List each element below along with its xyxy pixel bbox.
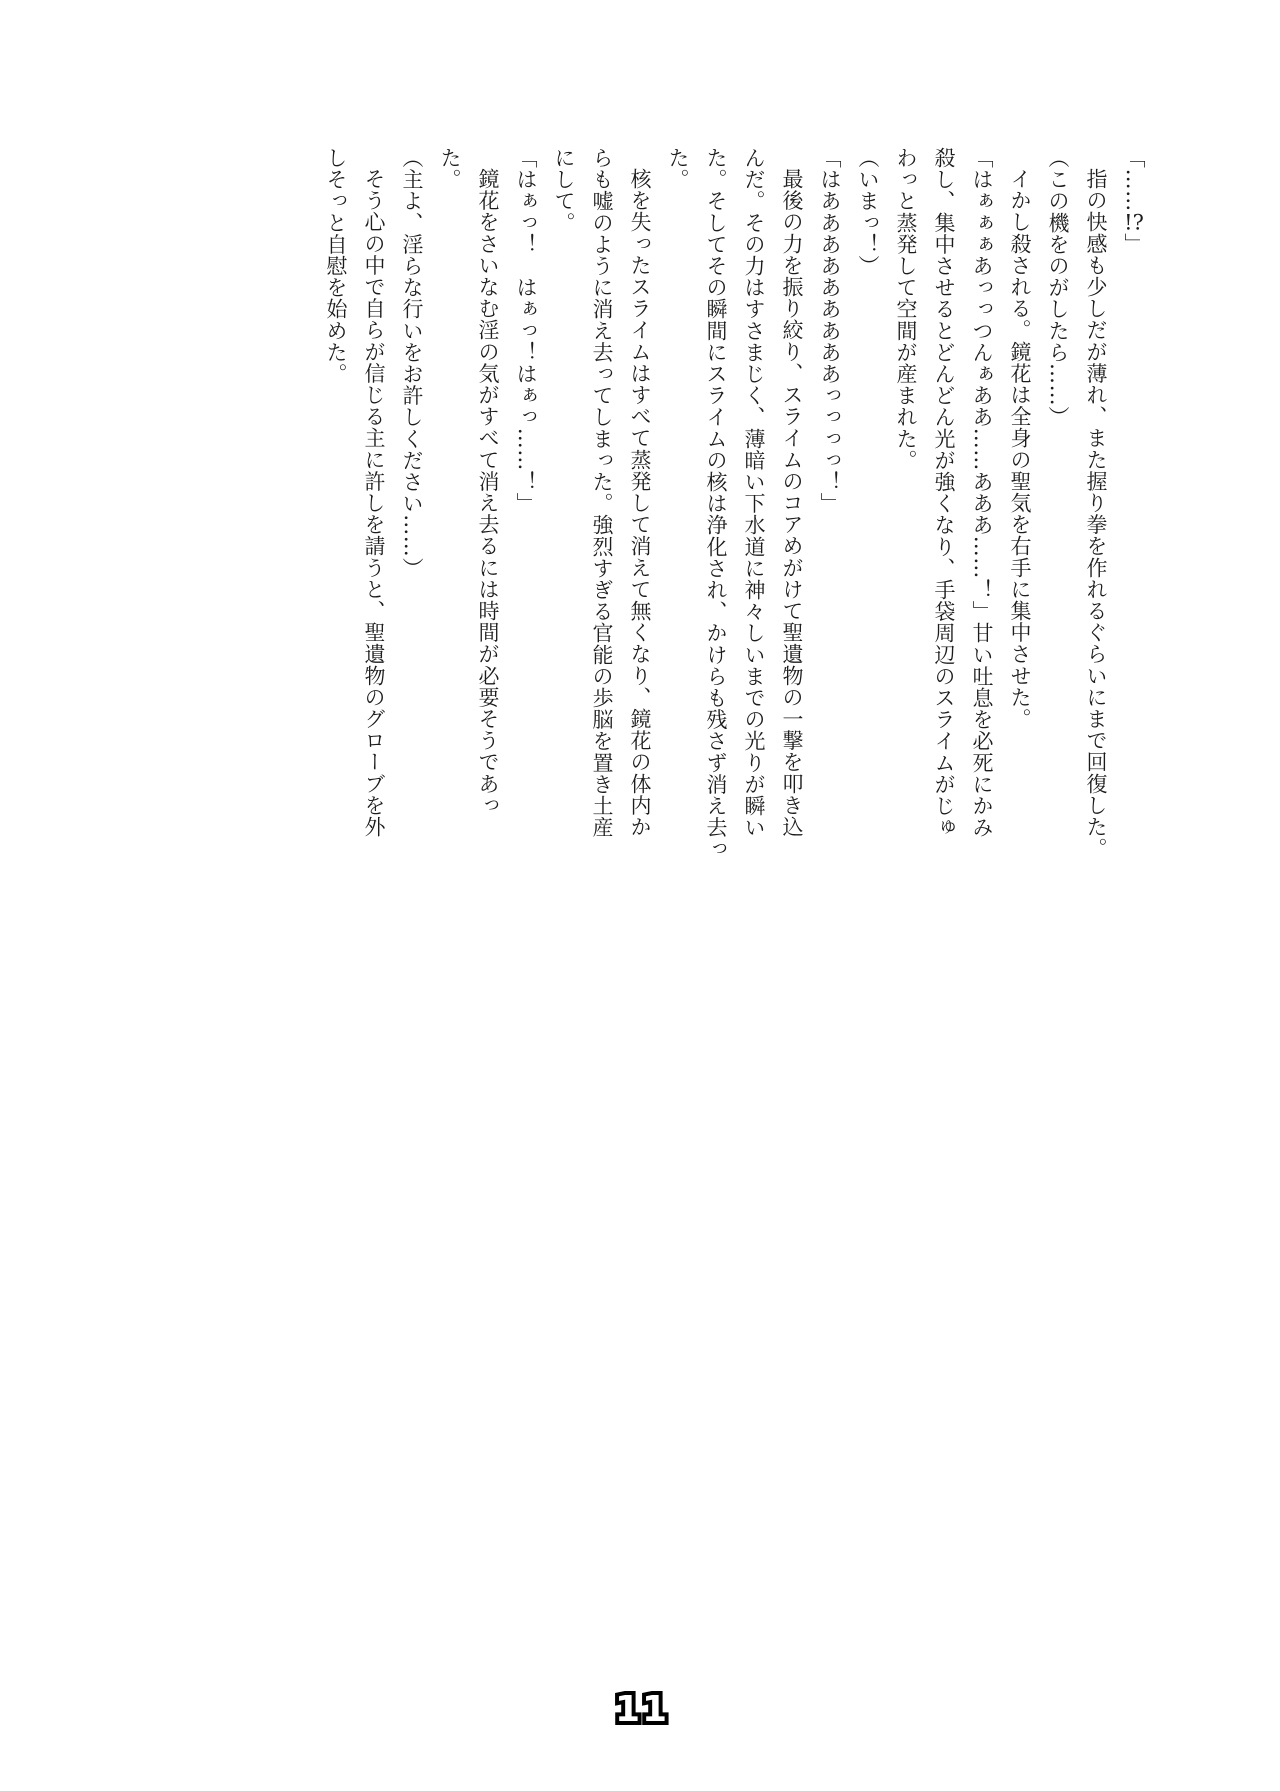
text-line xyxy=(963,147,1001,895)
text-line xyxy=(659,147,697,895)
text-segment: 「はあああああああああっっっっ！」 xyxy=(818,147,842,515)
text-segment: 最後の力を振り絞り、スライムのコアめがけて聖遺物の一撃を叩き込 xyxy=(780,168,804,838)
text-line xyxy=(697,147,735,895)
text-segment: らも嘘のように消え去ってしまった。強烈すぎる官能の歩脳を置き土産 xyxy=(590,147,614,839)
page-number: 11 xyxy=(615,1689,670,1730)
text-segment: 「はぁぁぁあっっつんぁああ……あああ……！」甘い吐息を必死にかみ xyxy=(970,147,994,839)
text-line xyxy=(849,147,887,895)
text-line xyxy=(621,147,659,895)
text-segment: た。 xyxy=(438,147,462,191)
text-line xyxy=(431,147,469,895)
text-segment: そう心の中で自らが信じる主に許しを請うと、聖遺物のグローブを外 xyxy=(362,168,386,838)
tate-chu-yoko-segment: !? xyxy=(1124,211,1144,233)
text-segment: 鏡花をさいなむ淫の気がすべて消え去るには時間が必要そうであっ xyxy=(476,168,500,816)
text-segment: 「…… xyxy=(1122,147,1146,212)
text-segment: にして。 xyxy=(552,147,576,234)
text-segment: 」 xyxy=(1122,232,1146,255)
text-line xyxy=(1001,147,1039,895)
text-segment: 「はぁっ！ はぁっ！はぁっ……！」 xyxy=(514,147,538,515)
text-line xyxy=(735,147,773,895)
vertical-text-block xyxy=(317,147,1153,895)
text-line xyxy=(1077,147,1115,895)
text-line xyxy=(545,147,583,895)
text-line xyxy=(469,147,507,895)
text-segment: わっと蒸発して空間が産まれた。 xyxy=(894,147,918,471)
text-segment: 核を失ったスライムはすべて蒸発して消えて無くなり、鏡花の体内か xyxy=(628,168,652,838)
text-line xyxy=(925,147,963,895)
text-line xyxy=(1039,147,1077,895)
text-line xyxy=(317,147,355,895)
text-segment: 指の快感も少しだが薄れ、また握り拳を作れるぐらいにまで回復した。 xyxy=(1084,168,1108,860)
text-segment: （いまっ！） xyxy=(856,147,880,277)
text-segment: （この機をのがしたら……） xyxy=(1046,147,1070,428)
text-line xyxy=(887,147,925,895)
text-line xyxy=(393,147,431,895)
text-segment: た。そしてその瞬間にスライムの核は浄化され、かけらも残さず消え去っ xyxy=(704,147,728,860)
text-line xyxy=(583,147,621,895)
text-line xyxy=(1115,147,1153,895)
text-line xyxy=(811,147,849,895)
text-segment: （主よ、淫らな行いをお許しください……） xyxy=(400,147,424,579)
text-segment: イかし殺される。鏡花は全身の聖気を右手に集中させた。 xyxy=(1008,168,1032,730)
text-line xyxy=(773,147,811,895)
text-segment: んだ。その力はすさまじく、薄暗い下水道に神々しいまでの光りが瞬い xyxy=(742,147,766,839)
text-segment: 殺し、集中させるとどんどん光が強くなり、手袋周辺のスライムがじゅ xyxy=(932,147,956,839)
text-line xyxy=(355,147,393,895)
text-segment: しそっと自慰を始めた。 xyxy=(324,147,348,385)
text-line xyxy=(507,147,545,895)
text-segment: た。 xyxy=(666,147,690,191)
